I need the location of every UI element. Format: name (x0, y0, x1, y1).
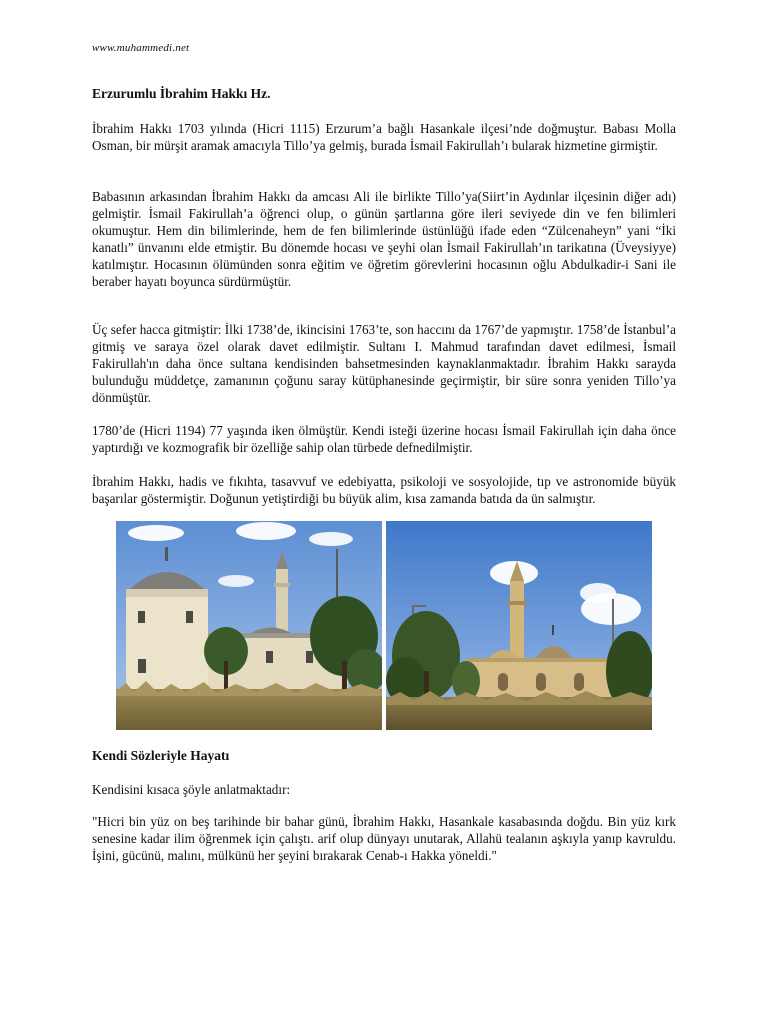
section-quote: "Hicri bin yüz on beş tarihinde bir bahar günü, İbrahim Hakkı, Hasankale kasabasında doğdu. Bin yüz kırk senesine kadar ilim öğrenmek için çalıştı. arif olup dünyayı unutarak, Allahü tealanın aşkıyla yanıp kavruldu. İşini, gücünü, malını, mülkünü her şeyini bırakarak Cenab-ı Hakka yöneldi." (92, 814, 676, 863)
paragraph-3: Üç sefer hacca gitmiştir: İlki 1738’de, ikincisini 1763’te, son haccını da 1767’de yapmıştır. 1758’de İstanbul’a gitmiş ve saraya özel olarak davet edilmiştir. Sultanı I. Mahmud tarafından davet edilmesi, İsmail Fakirullah'ın daha önce sultana kendisinden bahsetmesinden kaynaklanmaktadır. İbrahim Hakkı sarayda bulunduğu müddetçe, zamanının çoğunu saray kütüphanesinde geçirmiştir, bir süre sonra yeniden Tillo’ya dönmüştür. (92, 322, 676, 405)
paragraph-5: İbrahim Hakkı, hadis ve fıkıhta, tasavvuf ve edebiyatta, psikoloji ve sosyolojide, tıp ve astronomide büyük başarılar göstermiştir. Doğunun yetiştirdiği bu büyük alim, kısa zamanda batıda da ün salmıştır. (92, 474, 676, 506)
article-title: Erzurumlu İbrahim Hakkı Hz. (92, 86, 271, 101)
tomb-photo-left (116, 521, 382, 730)
section-intro: Kendisini kısaca şöyle anlatmaktadır: (92, 782, 291, 797)
paragraph-4: 1780’de (Hicri 1194) 77 yaşında iken ölmüştür. Kendi isteği üzerine hocası İsmail Fakirullah için daha önce yaptırdığı ve kozmografik bir özelliğe sahip olan türbede defnedilmiştir. (92, 423, 676, 455)
photo-pair (116, 521, 652, 730)
paragraph-2: Babasının arkasından İbrahim Hakkı da amcası Ali ile birlikte Tillo’ya(Siirt’in Aydınlar ilçesinin diğer adı) gelmiştir. İsmail Fakirullah’a öğrenci olup, o günün şartlarına göre ileri seviyede din ve fen bilimleri okumuştur. Hem din bilimlerinde, hem de fen bilimlerinde üstünlüğü ifade eden “Zülcenaheyn” yani “İki kanatlı” ünvanını elde etmiştir. Bu dönemde hocası ve şeyhi olan İsmail Fakirullah’ın tarikatına (Üveysiyye) katılmıştır. Hocasının ölümünden sonra eğitim ve öğretim görevlerini hocasının oğlu Abdulkadir-i Sani ile beraber hayatı boyunca sürdürmüştür. (92, 189, 676, 289)
paragraph-1: İbrahim Hakkı 1703 yılında (Hicri 1115) Erzurum’a bağlı Hasankale ilçesi’nde doğmuştur. Babası Molla Osman, bir mürşit aramak amacıyla Tillo’ya gelmiş, burada İsmail Fakirullah’ı bularak hizmetine girmiştir. (92, 121, 676, 153)
tomb-photo-right (386, 521, 652, 730)
header-url: www.muhammedi.net (92, 42, 190, 54)
section-heading: Kendi Sözleriyle Hayatı (92, 748, 230, 763)
